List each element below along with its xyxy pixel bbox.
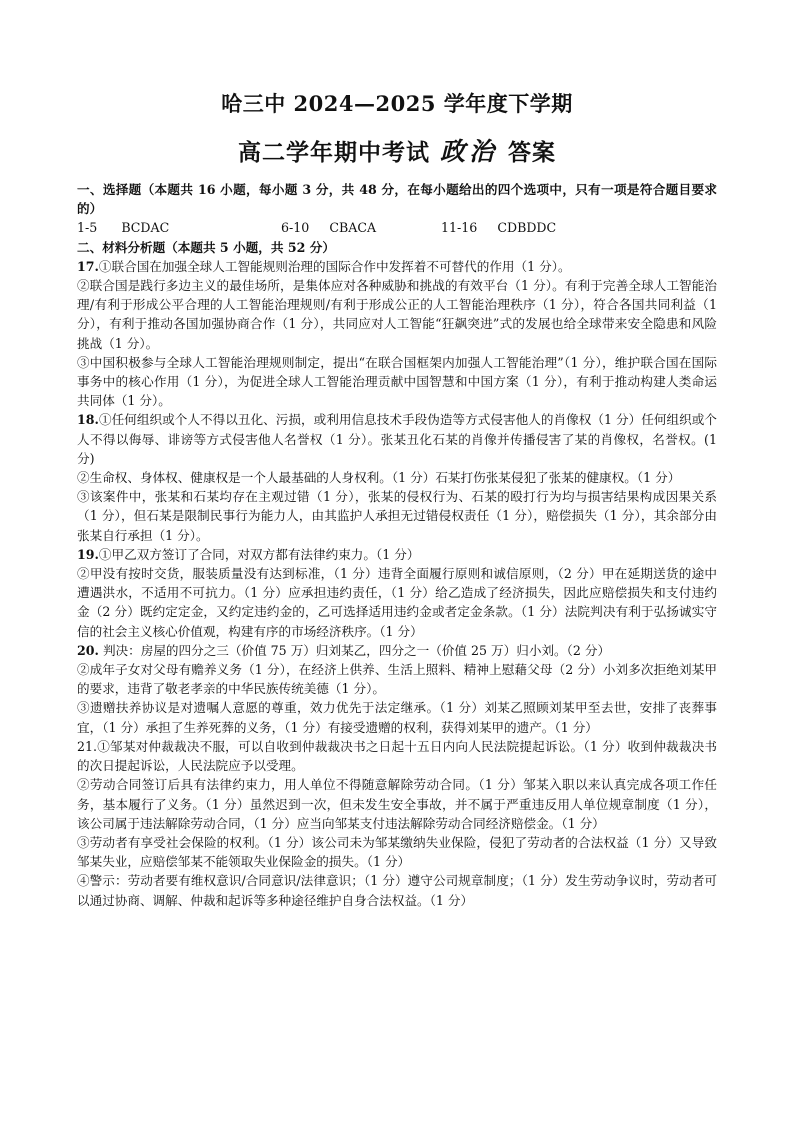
question-18-para-3: ③该案件中，张某和石某均存在主观过错（1 分），张某的侵权行为、石某的殴打行为均与损害结果构成因果关系（1 分），但石某是限制民事行为能力人，由其监护人承担无过错侵权责任（1 分），赔偿损失（1 分），其余部分由张某自行承担（1 分）。: [77, 489, 717, 543]
choice-letters: CBACA: [329, 220, 377, 236]
paragraph-text: ①甲乙双方签订了合同，对双方都有法律约束力。（1 分）: [98, 546, 420, 562]
choice-range: 1-5: [77, 220, 98, 236]
choice-answer-row: [77, 218, 717, 237]
question-number: 19.: [77, 546, 99, 562]
choice-group-2: [281, 218, 441, 237]
question-21-para-1: [77, 737, 717, 775]
question-19-para-2: ②甲没有按时交货，服装质量没有达到标准，（1 分）违背全面履行原则和诚信原则，（2 分）甲在延期送货的途中遭遇洪水，不适用不可抗力。（1 分）应承担违约责任，（1 分）给乙造成了经济损失，因此应赔偿损失和支付违约金（2 分）既约定定金，又约定违约金的，乙可选择适用违约金或者定金条款。（1 分）法院判决有利于弘扬诚实守信的社会主义核心价值观，构建有序的市场经济秩序。（1 分）: [77, 566, 717, 639]
paragraph-text: ①邹某对仲裁裁决不服，可以自收到仲裁裁决书之日起十五日内向人民法院提起诉讼。（1 分）收到仲裁裁决书的次日提起诉讼，人民法院应予以受理。: [77, 738, 717, 774]
question-20-para-3: ③遗赠扶养协议是对遗嘱人意愿的尊重，效力优先于法定继承。（1 分）刘某乙照顾刘某甲至去世，安排了丧葬事宜，（1 分）承担了生养死葬的义务，（1 分）有接受遗赠的权利，获得刘某甲的遗产。（1 分）: [77, 700, 717, 735]
question-17-para-1: [77, 257, 717, 276]
question-20-para-2: ②成年子女对父母有赡养义务（1 分），在经济上供养、生活上照料、精神上慰藉父母（2 分）小刘多次拒绝刘某甲的要求，违背了敬老孝亲的中华民族传统美德（1 分）。: [77, 662, 717, 697]
exam-title-line1: 哈三中 2024—2025 学年度下学期: [221, 91, 573, 116]
question-20-para-1: [77, 641, 717, 660]
section1-heading: 一、选择题（本题共 16 小题，每小题 3 分，共 48 分，在每小题给出的四个选项中，只有一项是符合题目要求的）: [77, 182, 717, 217]
choice-letters: BCDAC: [121, 220, 170, 236]
question-number: 20.: [77, 642, 99, 658]
question-18-para-2: ②生命权、身体权、健康权是一个人最基础的人身权利。（1 分）石某打伤张某侵犯了张某的健康权。（1 分）: [77, 470, 681, 486]
question-17-para-2: ②联合国是践行多边主义的最佳场所，是集体应对各种威胁和挑战的有效平台（1 分）。有利于完善全球人工智能治理/有利于形成公平合理的人工智能治理规则/有利于形成公正的人工智能治理秩序（1 分），符合各国共同利益（1 分），有利于推动各国加强协商合作（1 分），共同应对人工智能“狂飙突进”式的发展也给全球带来安全隐患和风险挑战（1 分）。: [77, 278, 717, 351]
paragraph-text: ①任何组织或个人不得以丑化、污损，或利用信息技术手段伪造等方式侵害他人的肖像权（1 分）任何组织或个人不得以侮辱、诽谤等方式侵害他人名誉权（1 分）。张某丑化石某的肖像并传播侵害了某的肖像权，名誉权。(1 分): [77, 412, 717, 466]
choice-group-3: [441, 218, 556, 237]
choice-range: 6-10: [281, 220, 310, 236]
answer-content: [77, 180, 717, 910]
question-number: 17.: [77, 258, 99, 274]
choice-letters: CDBDDC: [497, 220, 557, 236]
question-21-para-3: ③劳动者有享受社会保险的权利。（1 分）该公司未为邹某缴纳失业保险，侵犯了劳动者的合法权益（1 分）又导致邹某失业，应赔偿邹某不能领取失业保险金的损失。（1 分）: [77, 834, 717, 870]
exam-title-prefix: 高二学年期中考试: [237, 139, 430, 166]
choice-range: 11-16: [441, 220, 478, 236]
question-19-para-1: [77, 545, 717, 564]
section2-heading: 二、材料分析题（本题共 5 小题，共 52 分）: [77, 239, 335, 255]
exam-subject: 政治: [439, 137, 498, 166]
question-21-para-2: ②劳动合同签订后具有法律约束力，用人单位不得随意解除劳动合同。（1 分）邹某入职以来认真完成各项工作任务，基本履行了义务。（1 分）虽然迟到一次，但未发生安全事故，并不属于严重违反用人单位规章制度（1 分），该公司属于违法解除劳动合同，（1 分）应当向邹某支付违法解除劳动合同经济赔偿金。（1 分）: [77, 777, 717, 831]
question-21-para-4: ④警示：劳动者要有维权意识/合同意识/法律意识；（1 分）遵守公司规章制度；（1 分）发生劳动争议时，劳动者可以通过协商、调解、仲裁和起诉等多种途径维护自身合法权益。（1 分）: [77, 873, 717, 908]
paragraph-text: 判决：房屋的四分之三（价值 75 万）归刘某乙，四分之一（价值 25 万）归小刘。（2 分）: [102, 642, 611, 658]
question-17-para-3: ③中国积极参与全球人工智能治理规则制定，提出“在联合国框架内加强人工智能治理”（1 分），维护联合国在国际事务中的核心作用（1 分），为促进全球人工智能治理贡献中国智慧和中国方案（1 分），有利于推动构建人类命运共同体（1 分）。: [77, 354, 717, 409]
question-18-para-1: [77, 410, 717, 468]
exam-title-suffix: 答案: [508, 139, 556, 166]
choice-group-1: [77, 218, 281, 237]
question-number: 21.: [77, 738, 98, 754]
question-number: 18.: [77, 412, 99, 428]
paragraph-text: ①联合国在加强全球人工智能规则治理的国际合作中发挥着不可替代的作用（1 分）。: [98, 258, 571, 274]
exam-title-line2: [0, 132, 794, 168]
